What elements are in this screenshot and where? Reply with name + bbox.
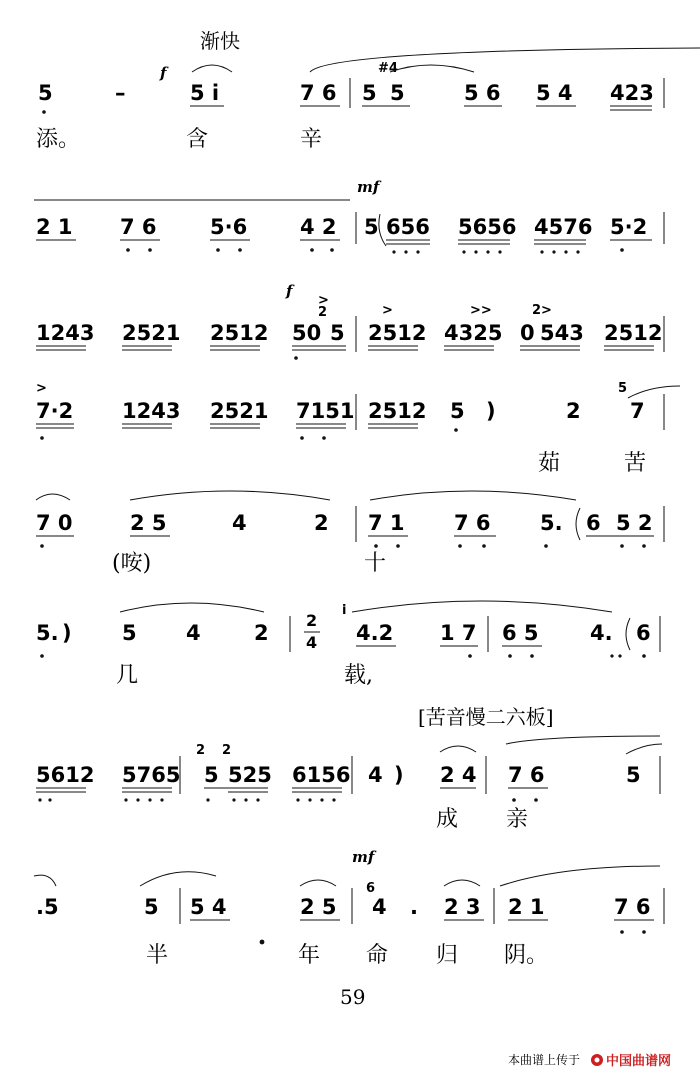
lyric: 十 [364,551,387,576]
section-label: [苦音慢二六板] [418,705,554,729]
ornament-two: 2 [196,743,206,758]
note: 5 [364,215,379,239]
lyric: 载, [344,663,373,688]
note: ) [394,763,404,787]
note: 2 1 [508,895,545,919]
slur [36,494,70,500]
note: 50 [292,321,322,345]
lyric: 归 [436,943,459,968]
note: 4. [590,621,613,645]
slur [34,875,56,886]
note: 5 6 [464,81,501,105]
note: 7 [630,399,645,423]
line-2 [34,178,664,254]
note: 2 1 [36,215,73,239]
note: ) [62,621,72,645]
note: 7 6 [300,81,337,105]
line-4 [36,381,680,476]
note: 5 [144,895,159,919]
lyric: 阴。 [504,943,549,968]
svg-text:4: 4 [306,633,318,652]
note: 2 4 [440,763,477,787]
ornament-two: 2 [222,743,232,758]
ornament-double-accent: >> [470,303,492,318]
slur [120,603,264,612]
note: 5 4 [190,895,227,919]
note: 2512 [604,321,663,345]
slur [130,491,330,500]
note: 2 [566,399,581,423]
slur [628,386,680,398]
line-1 [36,29,700,152]
lyric: 含 [186,127,209,152]
lyric: 命 [366,943,389,968]
note: 4 [186,621,201,645]
note: 7 0 [36,511,73,535]
page-number: 59 [340,985,366,1009]
note: 6156 [292,763,351,787]
note: 5 [330,321,345,345]
ornament-one-high: i [342,603,347,618]
ornament-five: 5 [618,381,628,396]
ornament-accent: > [36,381,47,396]
line-8 [34,848,664,968]
dynamic-mf: mf [357,178,380,196]
note: 7 1 [368,511,405,535]
slur [192,65,232,72]
slur [300,880,336,886]
dynamic-f: f [286,282,293,300]
dynamic-mf: mf [352,848,375,866]
note: 5612 [36,763,95,787]
lyric: 辛 [300,127,323,152]
note: 2 [314,511,329,535]
note: 6 5 [502,621,539,645]
svg-text:2: 2 [306,611,318,630]
note: 423 [610,81,654,105]
note: 2 3 [444,895,481,919]
note: 2512 [368,321,427,345]
ornament-sharp-four: #4 [378,61,398,76]
note: 7 6 [614,895,651,919]
slur [390,65,474,72]
lyric: (咹) [112,551,152,576]
lyric: 年 [298,943,321,968]
note: 5656 [458,215,517,239]
lyric: 半 [146,943,169,968]
note: 5 i [190,81,220,105]
note: 4 [372,895,387,919]
ornament-two-accent: 2> [532,303,552,318]
slur [140,872,216,886]
note: 1243 [122,399,181,423]
note: 1 7 [440,621,477,645]
note: 5. [540,511,563,535]
note: 4576 [534,215,593,239]
phrase-arc [310,48,700,72]
lyric: 苦 [624,451,647,476]
note: 543 [540,321,584,345]
note: – [115,81,126,105]
note: . [410,895,418,919]
note: ) [486,399,496,423]
note: 5 [450,399,465,423]
footer-site-name: 中国曲谱网 [606,1054,672,1069]
note: 7151 [296,399,355,423]
note: 4 [368,763,383,787]
note: 5. [36,621,59,645]
phrase-arc [500,866,660,886]
note: 6 [586,511,601,535]
tempo-marking: 渐快 [200,29,240,53]
line-5 [36,491,664,576]
ornament-accent: > [382,303,393,318]
line-6 [36,601,660,688]
slur [444,880,480,886]
note: 4 2 [300,215,337,239]
note: 2 5 [300,895,337,919]
note: 5 [626,763,641,787]
open-paren [576,508,580,540]
note: 7 6 [508,763,545,787]
note: .5 [36,895,59,919]
note: 525 [228,763,272,787]
note: 2521 [210,399,269,423]
note: 5 [38,81,53,105]
note: 5765 [122,763,181,787]
lyric: 成 [436,807,459,832]
footer-note: 本曲谱上传于 [508,1053,581,1067]
note: 2512 [210,321,269,345]
note: 5 [362,81,377,105]
site-logo-icon [591,1054,603,1066]
slur [626,744,662,754]
ornament-two: 2 [318,305,328,320]
note: 2 5 [130,511,167,535]
note: 1243 [36,321,95,345]
slur [440,746,476,752]
time-signature [304,611,320,652]
note: 5 [204,763,219,787]
note: 5·2 [610,215,648,239]
note: 2521 [122,321,181,345]
note: 2512 [368,399,427,423]
note: 7 6 [454,511,491,535]
note: 5 [122,621,137,645]
note: 656 [386,215,430,239]
line-3 [36,282,664,360]
open-paren [379,214,386,246]
note: 5 [390,81,405,105]
dynamic-f: f [160,64,167,82]
note: 4.2 [356,621,394,645]
phrase-arc [506,736,660,744]
note: 5 4 [536,81,573,105]
ornament-accent: > [318,293,329,308]
lyric: 茹 [538,451,561,476]
note: 5·6 [210,215,248,239]
open-paren [626,618,630,650]
slur [370,491,576,500]
note: 2 [254,621,269,645]
note: 4325 [444,321,503,345]
lyric: 几 [116,663,139,688]
note: 4 [232,511,247,535]
note: 6 [636,621,651,645]
line-7 [36,705,662,832]
slur [352,601,612,612]
note: 0 [520,321,535,345]
ornament-six: 6 [366,881,376,896]
note: 7·2 [36,399,74,423]
lyric: 添。 [36,127,81,152]
note: 7 6 [120,215,157,239]
note: 5 2 [616,511,653,535]
lyric: 亲 [506,807,529,832]
